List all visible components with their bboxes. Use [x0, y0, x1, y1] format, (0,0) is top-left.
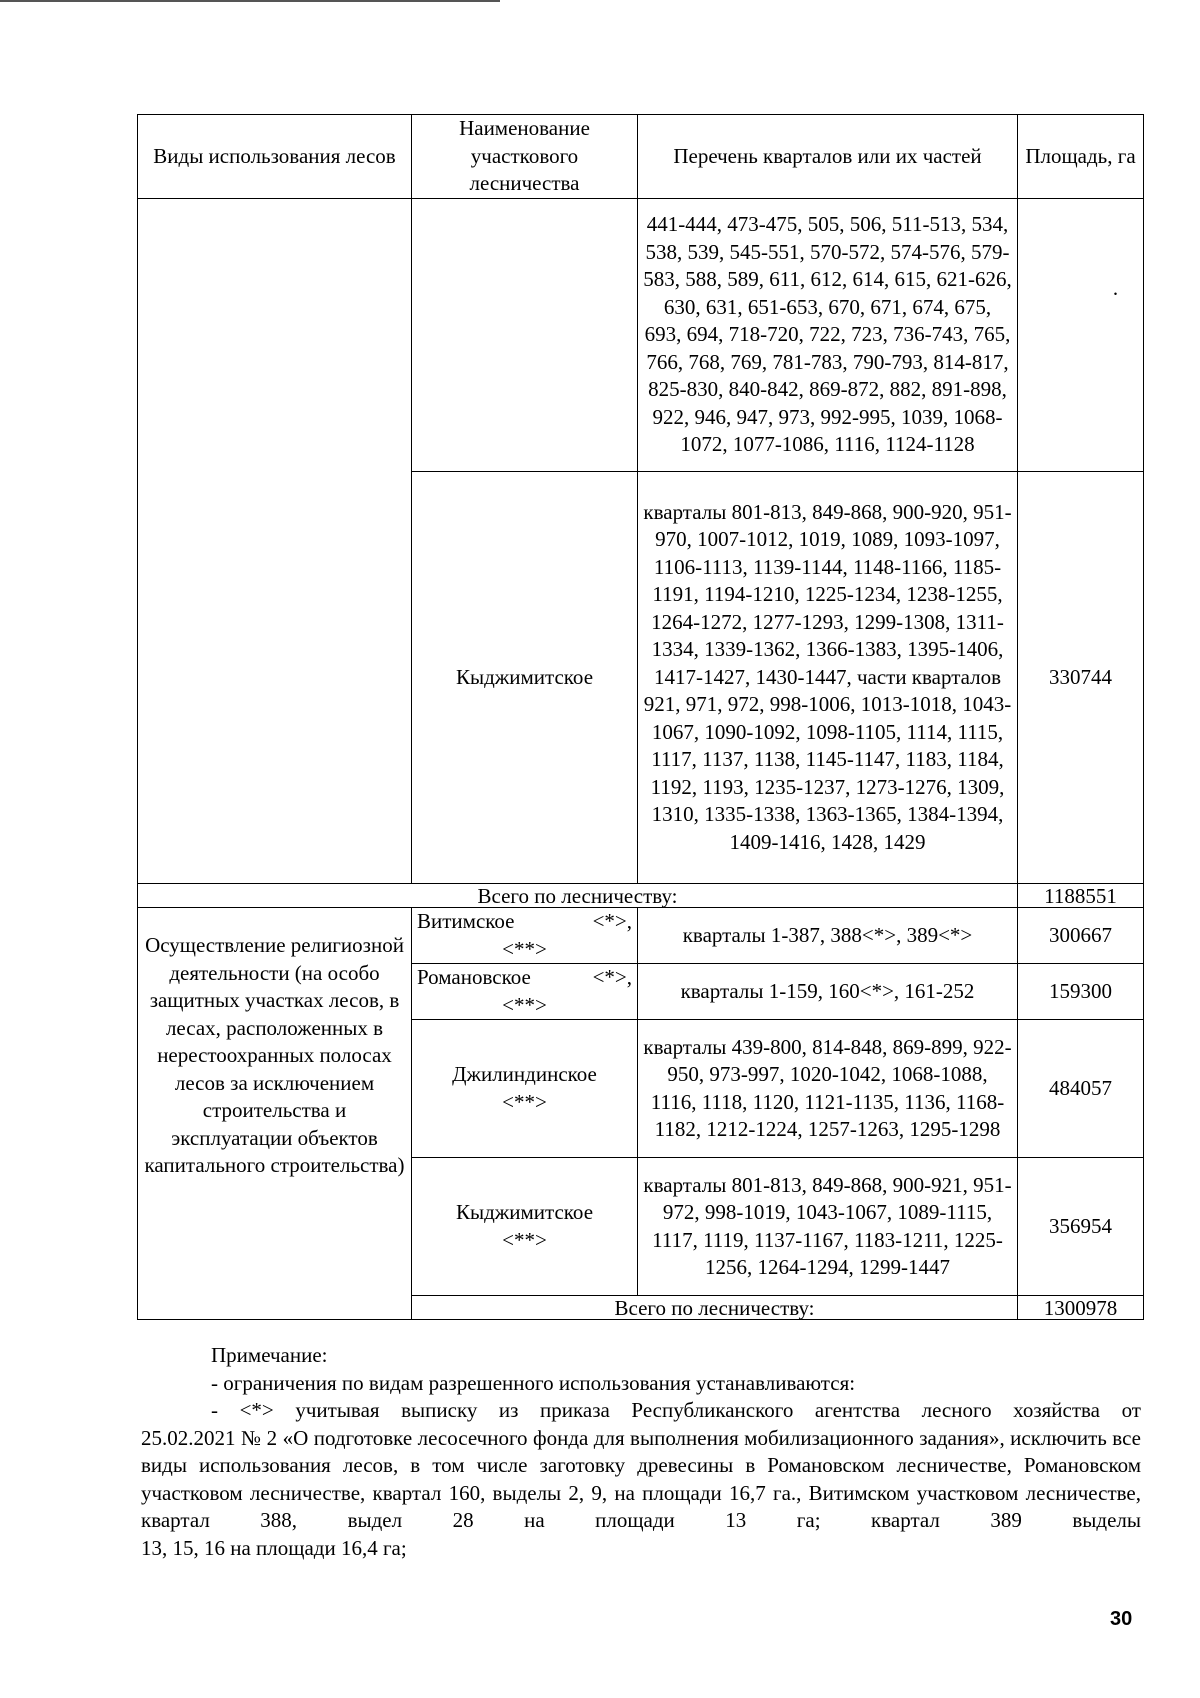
notes-line: 13, 15, 16 на площади 16,4 га; — [141, 1535, 407, 1560]
forestry-mark: <**> — [502, 1089, 547, 1114]
scan-dot: · — [1112, 282, 1119, 306]
use-type-cell: Осуществление религиозной деятельности (на особо защитных участках лесов, в лесах, расположенных в нерестоохранных полосах лесов за исключением строительства и эксплуатации объектов капитального строительства) — [138, 908, 412, 1320]
notes-section — [141, 1342, 1141, 1562]
forestry-name-cell — [412, 908, 638, 964]
area-cell: 356954 — [1018, 1158, 1144, 1296]
forestry-name: Кыджимитское — [455, 1200, 594, 1224]
forestry-name-cell — [412, 1020, 638, 1158]
notes-line: - ограничения по видам разрешенного использования устанавливаются: — [211, 1370, 856, 1395]
total-label: Всего по лесничеству: — [412, 1296, 1018, 1320]
forestry-mark: <*>, — [592, 909, 632, 933]
total-label: Всего по лесничеству: — [138, 884, 1018, 908]
quarters-cell: кварталы 439-800, 814-848, 869-899, 922-950, 973-997, 1020-1042, 1068-1088, 1116, 1118, 1120, 1121-1135, 1136, 1168-1182, 1212-1224, 1257-1263, 1295-1298 — [638, 1020, 1018, 1158]
scan-top-edge — [0, 0, 500, 2]
quarters-cell: кварталы 1-387, 388<*>, 389<*> — [638, 908, 1018, 964]
forestry-name-cell-continued — [412, 199, 638, 472]
forestry-mark: <*>, — [592, 965, 632, 989]
forestry-name: Витимское — [417, 909, 515, 933]
page-number: 30 — [1110, 1608, 1133, 1630]
area-cell: 300667 — [1018, 908, 1144, 964]
header-area: Площадь, га — [1018, 115, 1144, 199]
table-row — [138, 908, 1144, 964]
use-type-cell-continued — [138, 199, 412, 884]
notes-title: Примечание: — [211, 1343, 328, 1367]
forestry-name: Романовское — [417, 965, 531, 989]
quarters-cell: кварталы 1-159, 160<*>, 161-252 — [638, 964, 1018, 1020]
table-header-row — [138, 115, 1144, 199]
forestry-mark: <**> — [502, 1227, 547, 1252]
table-row — [138, 199, 1144, 472]
forestry-name-cell — [412, 964, 638, 1020]
quarters-cell: кварталы 801-813, 849-868, 900-921, 951-972, 998-1019, 1043-1067, 1089-1115, 1117, 1119, 1137-1167, 1183-1211, 1225-1256, 1264-1294, 1299-1447 — [638, 1158, 1018, 1296]
total-row — [138, 884, 1144, 908]
header-forestry-name: Наименование участкового лесничества — [412, 115, 638, 199]
area-cell: 484057 — [1018, 1020, 1144, 1158]
forestry-name-cell — [412, 1158, 638, 1296]
area-cell: 159300 — [1018, 964, 1144, 1020]
forestry-mark-2: <**> — [502, 992, 547, 1017]
forestry-name: Джилиндинское — [452, 1062, 597, 1086]
quarters-cell: 441-444, 473-475, 505, 506, 511-513, 534, 538, 539, 545-551, 570-572, 574-576, 579-583, 588, 589, 611, 612, 614, 615, 621-626, 630, 631, 651-653, 670, 671, 674, 675, 693, 694, 718-720, 722, 723, 736-743, 765, 766, 768, 769, 781-783, 790-793, 814-817, 825-830, 840-842, 869-872, 882, 891-898, 922, 946, 947, 973, 992-995, 1039, 1068-1072, 1077-1086, 1116, 1124-1128 — [638, 199, 1018, 472]
forestry-mark-2: <**> — [502, 936, 547, 961]
header-use-type: Виды использования лесов — [138, 115, 412, 199]
forestry-name-cell: Кыджимитское — [412, 472, 638, 884]
notes-paragraph: 25.02.2021 № 2 «О подготовке лесосечного фонда для выполнения мобилизационного задания», исключить все виды использования лесов, в том числе заготовку древесины в Романовском лесничестве, Романовском участковом лесничестве, квартал 160, выделы 2, 9, на площади 16,7 га., Витимском участковом лесничестве, квартал 388, выдел 28 на площади 13 га; квартал 389 выделы — [141, 1425, 1141, 1532]
quarters-cell: кварталы 801-813, 849-868, 900-920, 951-970, 1007-1012, 1019, 1089, 1093-1097, 1106-1113, 1139-1144, 1148-1166, 1185-1191, 1194-1210, 1225-1234, 1238-1255, 1264-1272, 1277-1293, 1299-1308, 1311-1334, 1339-1362, 1366-1383, 1395-1406, 1417-1427, 1430-1447, части кварталов 921, 971, 972, 998-1006, 1013-1018, 1043-1067, 1090-1092, 1098-1105, 1114, 1115, 1117, 1137, 1138, 1145-1147, 1183, 1184, 1192, 1193, 1235-1237, 1273-1276, 1309, 1310, 1335-1338, 1363-1365, 1384-1394, 1409-1416, 1428, 1429 — [638, 472, 1018, 884]
area-cell — [1018, 199, 1144, 472]
header-quarters-list: Перечень кварталов или их частей — [638, 115, 1018, 199]
area-cell: 330744 — [1018, 472, 1144, 884]
forest-use-table — [137, 114, 1144, 1320]
total-area: 1300978 — [1018, 1296, 1144, 1320]
total-area: 1188551 — [1018, 884, 1144, 908]
notes-line: - <*> учитывая выписку из приказа Республиканского агентства лесного хозяйства от — [211, 1398, 1141, 1422]
